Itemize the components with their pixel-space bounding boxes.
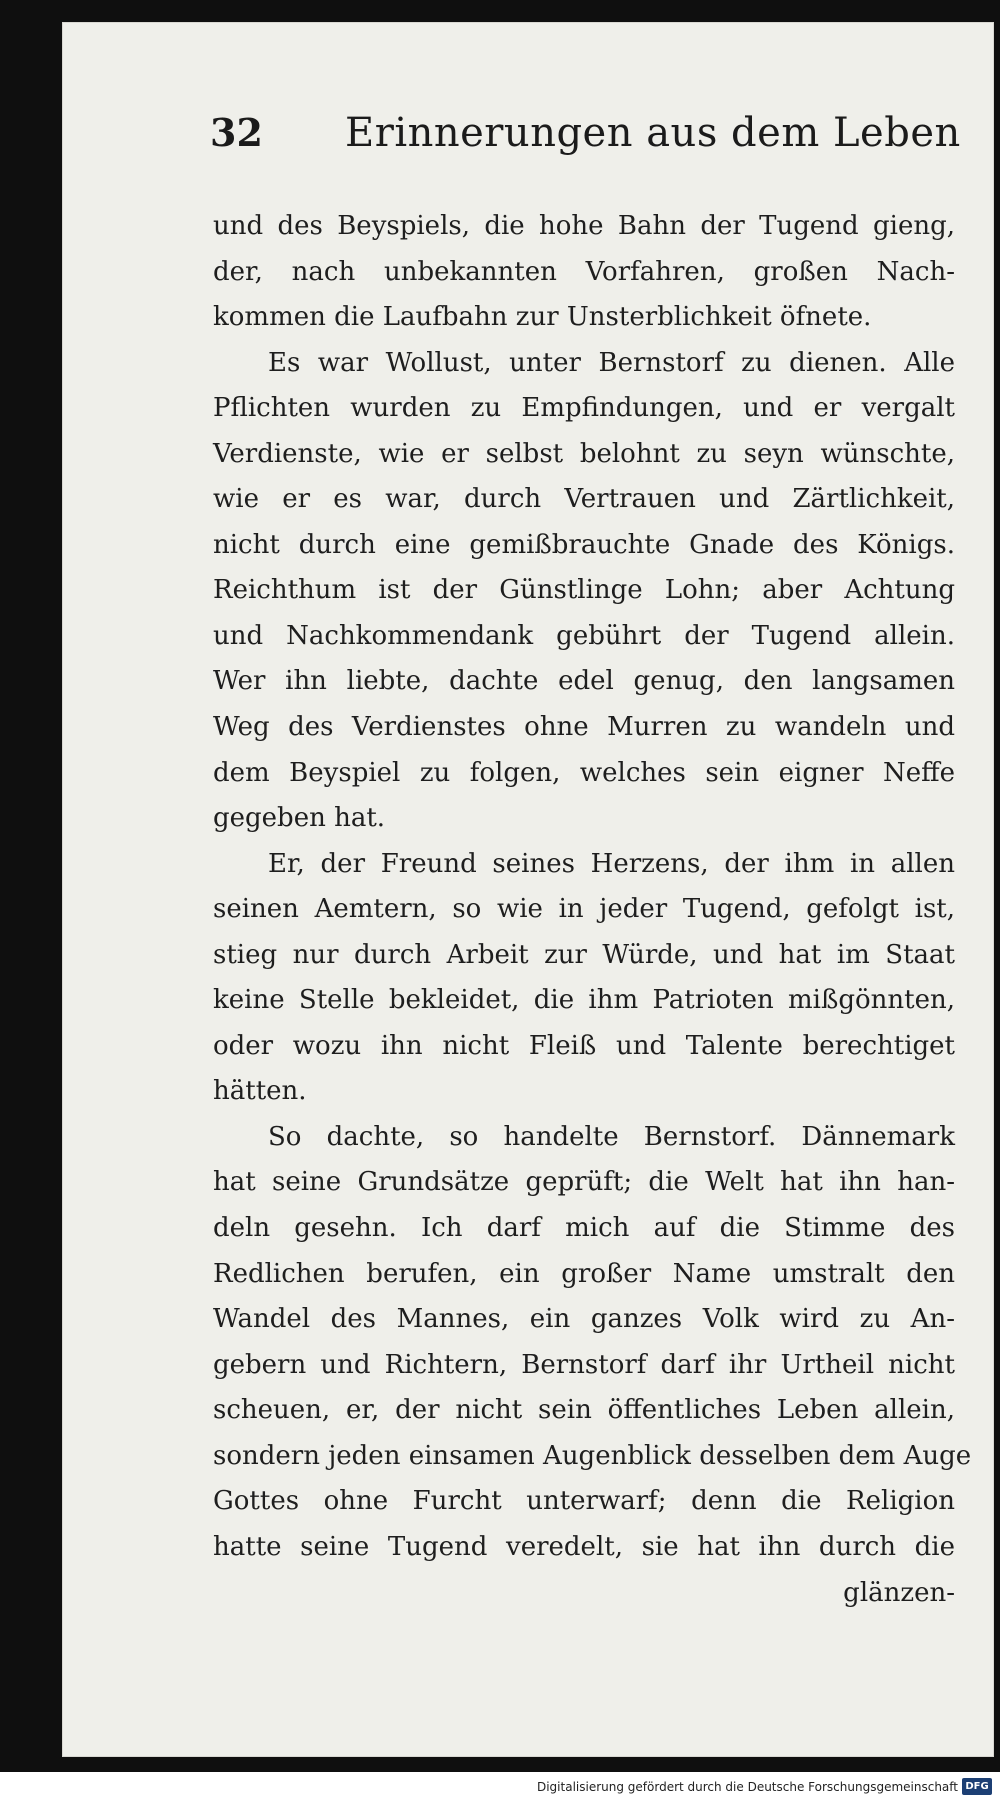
text-line: hatte seine Tugend veredelt, sie hat ihn durch die (213, 1531, 955, 1562)
text-line: kommen die Laufbahn zur Unsterblichkeit öfnete. (213, 302, 872, 333)
text-line: Verdienste, wie er selbst belohnt zu seyn wünschte, (213, 438, 955, 469)
text-line: Wandel des Mannes, ein ganzes Volk wird zu An- (213, 1304, 955, 1335)
text-line: sondern jeden einsamen Augenblick desselben dem Auge (213, 1440, 972, 1471)
text-line: und des Beyspiels, die hohe Bahn der Tugend gieng, (213, 211, 955, 241)
text-line: keine Stelle bekleidet, die ihm Patrioten mißgönnten, (213, 985, 955, 1016)
funding-credit: Digitalisierung gefördert durch die Deutsche Forschungsgemeinschaft (536, 1780, 958, 1794)
text-line: scheuen, er, der nicht sein öffentliches Leben allein, (213, 1395, 955, 1426)
text-line: seinen Aemtern, so wie in jeder Tugend, gefolgt ist, (213, 894, 955, 925)
text-line: Reichthum ist der Günstlinge Lohn; aber Achtung (213, 575, 955, 606)
text-line: So dachte, so handelte Bernstorf. Dännemark (268, 1121, 955, 1152)
text-line: wie er es war, durch Vertrauen und Zärtlichkeit, (213, 484, 955, 515)
text-line: deln gesehn. Ich darf mich auf die Stimme des (213, 1213, 955, 1244)
running-title: Erinnerungen aus dem Leben (345, 110, 961, 156)
text-line: gegeben hat. (213, 803, 386, 834)
text-line: der, nach unbekannten Vorfahren, großen Nach- (213, 256, 955, 287)
catchword: glänzen- (843, 1578, 955, 1609)
text-line: stieg nur durch Arbeit zur Würde, und hat im Staat (213, 939, 955, 970)
text-line: Es war Wollust, unter Bernstorf zu dienen. Alle (268, 347, 955, 378)
page-number: 32 (210, 110, 263, 155)
running-head (62, 110, 994, 180)
text-line: Wer ihn liebte, dachte edel genug, den langsamen (213, 666, 955, 697)
text-line: dem Beyspiel zu folgen, welches sein eigner Neffe (213, 757, 955, 788)
text-line: Er, der Freund seines Herzens, der ihm in allen (268, 848, 955, 879)
text-line: Redlichen berufen, ein großer Name umstralt den (213, 1258, 955, 1289)
text-line: Weg des Verdienstes ohne Murren zu wandeln und (213, 712, 955, 743)
text-line: hätten. (213, 1076, 307, 1107)
text-line: und Nachkommendank gebührt der Tugend allein. (213, 620, 955, 651)
text-line: Gottes ohne Furcht unterwarf; denn die Religion (213, 1486, 955, 1517)
digitization-footer (0, 1772, 1000, 1803)
book-page (62, 22, 994, 1757)
dfg-logo-icon: DFG (962, 1778, 992, 1795)
text-line: nicht durch eine gemißbrauchte Gnade des Königs. (213, 529, 955, 560)
text-line: Pflichten wurden zu Empfindungen, und er vergalt (213, 393, 955, 424)
text-line: oder wozu ihn nicht Fleiß und Talente berechtiget (213, 1030, 955, 1061)
text-line: gebern und Richtern, Bernstorf darf ihr Urtheil nicht (213, 1349, 955, 1380)
body-text (213, 204, 972, 1616)
text-line: hat seine Grundsätze geprüft; die Welt hat ihn han- (213, 1167, 955, 1198)
